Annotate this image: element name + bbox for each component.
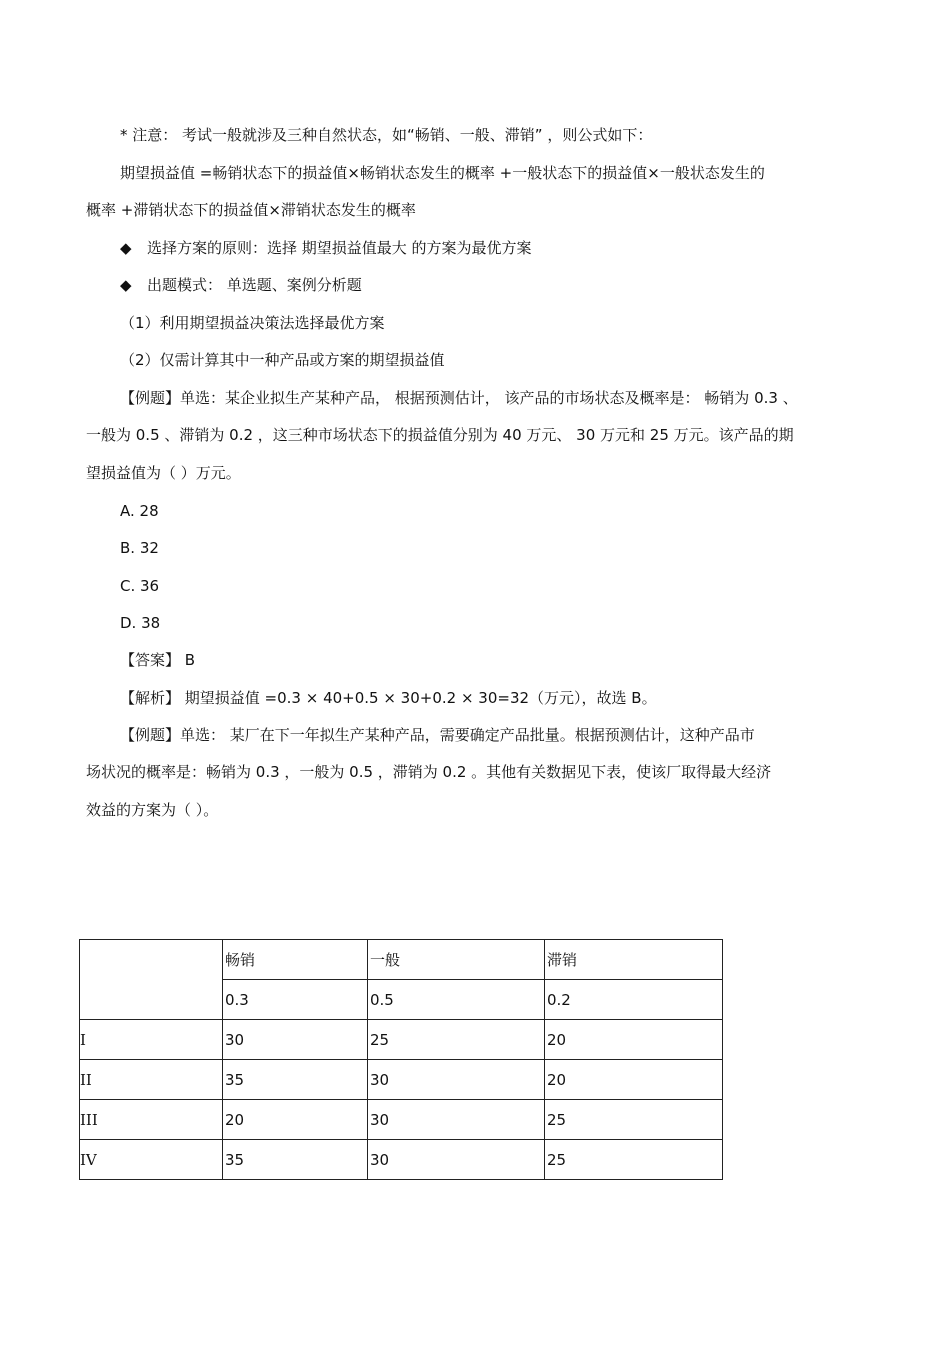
value-cell: 30 <box>223 1020 368 1060</box>
example1-line-1: 【例题】单选：某企业拟生产某种产品， 根据预测估计， 该产品的市场状态及概率是： 畅销为 0.3 、 <box>120 389 798 407</box>
probability-cell: 0.5 <box>368 980 545 1020</box>
example2-line-3: 效益的方案为（ ）。 <box>86 801 219 819</box>
option-label-cell: III <box>80 1100 223 1140</box>
value-cell: 30 <box>368 1140 545 1180</box>
example1-line-2: 一般为 0.5 、滞销为 0.2 ，这三种市场状态下的损益值分别为 40 万元、 30 万元和 25 万元。该产品的期 <box>86 426 794 444</box>
value-cell: 35 <box>223 1060 368 1100</box>
probability-cell: 0.2 <box>545 980 723 1020</box>
principle-text: 选择方案的原则：选择 期望损益值最大 的方案为最优方案 <box>147 239 532 257</box>
option-c: C. 36 <box>120 577 160 595</box>
header-cell: 畅销 <box>223 940 368 980</box>
diamond-bullet-icon: ◆ <box>120 239 132 257</box>
example2-line-1: 【例题】单选： 某厂在下一年拟生产某种产品，需要确定产品批量。根据预测估计，这种产品市 <box>120 726 755 744</box>
value-cell: 20 <box>223 1100 368 1140</box>
value-cell: 30 <box>368 1100 545 1140</box>
value-cell: 25 <box>545 1100 723 1140</box>
note-text: * 注意： 考试一般就涉及三种自然状态，如“畅销、一般、滞销” ，则公式如下： <box>120 126 653 144</box>
header-cell: 一般 <box>368 940 545 980</box>
analysis-line: 【解析】 期望损益值 =0.3 × 40+0.5 × 30+0.2 × 30=32（万元），故选 B。 <box>120 689 657 707</box>
pattern-line <box>120 275 362 295</box>
value-cell: 20 <box>545 1020 723 1060</box>
option-label-cell: IV <box>80 1140 223 1180</box>
table-row <box>80 1140 723 1180</box>
list-item: （1）利用期望损益决策法选择最优方案 <box>120 314 385 332</box>
table-corner-cell <box>80 940 223 1020</box>
option-label-cell: I <box>80 1020 223 1060</box>
value-cell: 35 <box>223 1140 368 1180</box>
example2-line-2: 场状况的概率是：畅销为 0.3 ，一般为 0.5 ，滞销为 0.2 。其他有关数据见下表，使该厂取得最大经济 <box>86 763 772 781</box>
formula-line-2: 概率 +滞销状态下的损益值×滞销状态发生的概率 <box>86 201 416 219</box>
probability-cell: 0.3 <box>223 980 368 1020</box>
option-d: D. 38 <box>120 614 161 632</box>
value-cell: 25 <box>368 1020 545 1060</box>
example1-line-3: 望损益值为（ ）万元。 <box>86 464 241 482</box>
pattern-text: 出题模式： 单选题、案例分析题 <box>147 276 362 294</box>
option-label-cell: II <box>80 1060 223 1100</box>
table-row <box>80 1100 723 1140</box>
list-item: （2）仅需计算其中一种产品或方案的期望损益值 <box>120 351 445 369</box>
header-cell: 滞销 <box>545 940 723 980</box>
principle-line <box>120 238 532 258</box>
table-row <box>80 940 723 980</box>
value-cell: 30 <box>368 1060 545 1100</box>
option-a: A. 28 <box>120 502 159 520</box>
value-cell: 25 <box>545 1140 723 1180</box>
table-row <box>80 1020 723 1060</box>
value-cell: 20 <box>545 1060 723 1100</box>
formula-line-1: 期望损益值 =畅销状态下的损益值×畅销状态发生的概率 +一般状态下的损益值×一般状态发生的 <box>120 164 765 182</box>
answer-line: 【答案】 B <box>120 651 196 669</box>
payoff-table <box>79 939 723 1180</box>
diamond-bullet-icon: ◆ <box>120 276 132 294</box>
option-b: B. 32 <box>120 539 159 557</box>
table-row <box>80 1060 723 1100</box>
